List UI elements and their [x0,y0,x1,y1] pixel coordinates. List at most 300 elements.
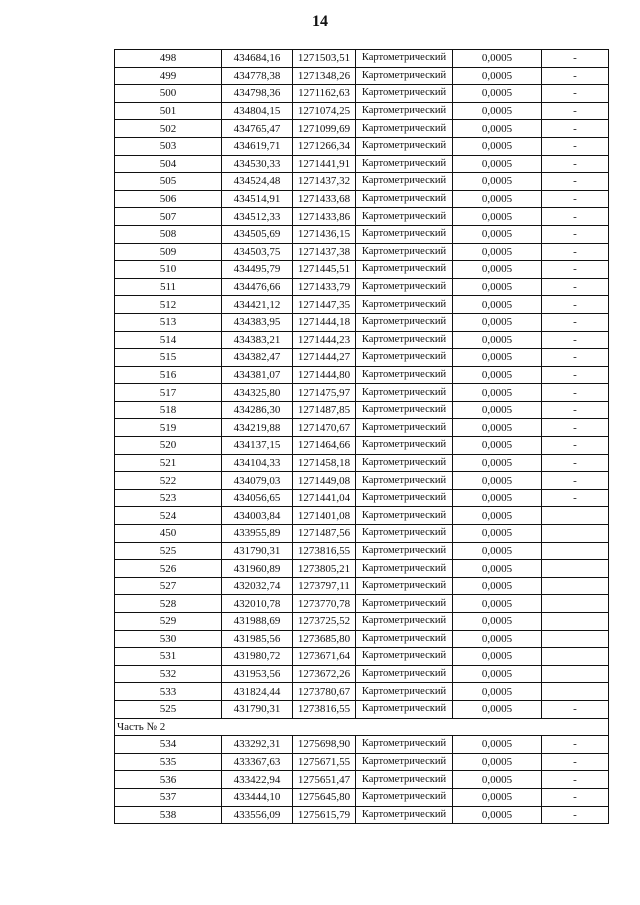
method-cell: Картометрический [356,419,453,437]
y-coordinate-cell: 1271487,85 [293,401,356,419]
table-row [115,560,609,578]
table-row [115,613,609,631]
accuracy-cell: 0,0005 [453,806,542,824]
x-coordinate-cell: 434765,47 [222,120,293,138]
x-coordinate-cell: 434503,75 [222,243,293,261]
table-row [115,736,609,754]
method-cell: Картометрический [356,137,453,155]
y-coordinate-cell: 1271266,34 [293,137,356,155]
accuracy-cell: 0,0005 [453,50,542,68]
accuracy-cell: 0,0005 [453,648,542,666]
x-coordinate-cell: 431988,69 [222,613,293,631]
note-cell [542,560,609,578]
y-coordinate-cell: 1275671,55 [293,753,356,771]
note-cell: - [542,190,609,208]
y-coordinate-cell: 1271441,91 [293,155,356,173]
accuracy-cell: 0,0005 [453,489,542,507]
table-row [115,683,609,701]
accuracy-cell: 0,0005 [453,366,542,384]
note-cell: - [542,401,609,419]
table-row [115,278,609,296]
point-number-cell: 517 [115,384,222,402]
table-row [115,261,609,279]
point-number-cell: 519 [115,419,222,437]
accuracy-cell: 0,0005 [453,85,542,103]
accuracy-cell: 0,0005 [453,313,542,331]
point-number-cell: 502 [115,120,222,138]
x-coordinate-cell: 434056,65 [222,489,293,507]
note-cell: - [542,489,609,507]
method-cell: Картометрический [356,225,453,243]
point-number-cell: 512 [115,296,222,314]
accuracy-cell: 0,0005 [453,173,542,191]
accuracy-cell: 0,0005 [453,630,542,648]
accuracy-cell: 0,0005 [453,419,542,437]
point-number-cell: 506 [115,190,222,208]
y-coordinate-cell: 1273685,80 [293,630,356,648]
point-number-cell: 522 [115,472,222,490]
y-coordinate-cell: 1275651,47 [293,771,356,789]
accuracy-cell: 0,0005 [453,401,542,419]
method-cell: Картометрический [356,472,453,490]
point-number-cell: 508 [115,225,222,243]
y-coordinate-cell: 1271436,15 [293,225,356,243]
y-coordinate-cell: 1273797,11 [293,577,356,595]
x-coordinate-cell: 434476,66 [222,278,293,296]
y-coordinate-cell: 1271458,18 [293,454,356,472]
x-coordinate-cell: 431985,56 [222,630,293,648]
y-coordinate-cell: 1271074,25 [293,102,356,120]
point-number-cell: 533 [115,683,222,701]
table-row [115,454,609,472]
y-coordinate-cell: 1271099,69 [293,120,356,138]
x-coordinate-cell: 431960,89 [222,560,293,578]
accuracy-cell: 0,0005 [453,102,542,120]
accuracy-cell: 0,0005 [453,595,542,613]
x-coordinate-cell: 434104,33 [222,454,293,472]
x-coordinate-cell: 434804,15 [222,102,293,120]
table-row [115,630,609,648]
x-coordinate-cell: 434079,03 [222,472,293,490]
accuracy-cell: 0,0005 [453,67,542,85]
method-cell: Картометрический [356,190,453,208]
y-coordinate-cell: 1271503,51 [293,50,356,68]
point-number-cell: 523 [115,489,222,507]
method-cell: Картометрический [356,331,453,349]
y-coordinate-cell: 1275645,80 [293,788,356,806]
x-coordinate-cell: 434798,36 [222,85,293,103]
y-coordinate-cell: 1273816,55 [293,542,356,560]
table-row [115,102,609,120]
x-coordinate-cell: 433422,94 [222,771,293,789]
method-cell: Картометрический [356,313,453,331]
x-coordinate-cell: 434619,71 [222,137,293,155]
y-coordinate-cell: 1271162,63 [293,85,356,103]
note-cell: - [542,384,609,402]
point-number-cell: 525 [115,542,222,560]
point-number-cell: 529 [115,613,222,631]
accuracy-cell: 0,0005 [453,454,542,472]
method-cell: Картометрический [356,595,453,613]
x-coordinate-cell: 433367,63 [222,753,293,771]
table-row [115,137,609,155]
table-row [115,577,609,595]
note-cell: - [542,349,609,367]
x-coordinate-cell: 431790,31 [222,700,293,718]
y-coordinate-cell: 1271444,23 [293,331,356,349]
method-cell: Картометрический [356,366,453,384]
note-cell: - [542,67,609,85]
note-cell: - [542,771,609,789]
accuracy-cell: 0,0005 [453,437,542,455]
y-coordinate-cell: 1273671,64 [293,648,356,666]
method-cell: Картометрический [356,560,453,578]
point-number-cell: 505 [115,173,222,191]
coordinates-table-body [115,50,609,824]
y-coordinate-cell: 1271401,08 [293,507,356,525]
x-coordinate-cell: 431824,44 [222,683,293,701]
y-coordinate-cell: 1271433,68 [293,190,356,208]
accuracy-cell: 0,0005 [453,349,542,367]
method-cell: Картометрический [356,349,453,367]
method-cell: Картометрический [356,85,453,103]
method-cell: Картометрический [356,489,453,507]
table-row [115,384,609,402]
method-cell: Картометрический [356,261,453,279]
method-cell: Картометрический [356,401,453,419]
accuracy-cell: 0,0005 [453,665,542,683]
table-row [115,190,609,208]
note-cell [542,507,609,525]
method-cell: Картометрический [356,437,453,455]
point-number-cell: 535 [115,753,222,771]
x-coordinate-cell: 433444,10 [222,788,293,806]
method-cell: Картометрический [356,208,453,226]
x-coordinate-cell: 434778,38 [222,67,293,85]
point-number-cell: 534 [115,736,222,754]
y-coordinate-cell: 1271437,32 [293,173,356,191]
method-cell: Картометрический [356,50,453,68]
x-coordinate-cell: 433955,89 [222,525,293,543]
note-cell: - [542,788,609,806]
accuracy-cell: 0,0005 [453,753,542,771]
accuracy-cell: 0,0005 [453,331,542,349]
point-number-cell: 527 [115,577,222,595]
coordinates-table [114,49,609,824]
y-coordinate-cell: 1275698,90 [293,736,356,754]
accuracy-cell: 0,0005 [453,736,542,754]
method-cell: Картометрический [356,102,453,120]
accuracy-cell: 0,0005 [453,261,542,279]
method-cell: Картометрический [356,788,453,806]
x-coordinate-cell: 433292,31 [222,736,293,754]
y-coordinate-cell: 1271449,08 [293,472,356,490]
point-number-cell: 499 [115,67,222,85]
accuracy-cell: 0,0005 [453,525,542,543]
y-coordinate-cell: 1271348,26 [293,67,356,85]
x-coordinate-cell: 431790,31 [222,542,293,560]
note-cell [542,683,609,701]
method-cell: Картометрический [356,243,453,261]
point-number-cell: 515 [115,349,222,367]
note-cell: - [542,313,609,331]
note-cell: - [542,806,609,824]
x-coordinate-cell: 434684,16 [222,50,293,68]
point-number-cell: 524 [115,507,222,525]
table-row [115,208,609,226]
accuracy-cell: 0,0005 [453,542,542,560]
accuracy-cell: 0,0005 [453,788,542,806]
x-coordinate-cell: 434325,80 [222,384,293,402]
x-coordinate-cell: 434512,33 [222,208,293,226]
y-coordinate-cell: 1271445,51 [293,261,356,279]
x-coordinate-cell: 434530,33 [222,155,293,173]
table-row [115,67,609,85]
y-coordinate-cell: 1275615,79 [293,806,356,824]
accuracy-cell: 0,0005 [453,560,542,578]
table-row [115,155,609,173]
table-row [115,85,609,103]
point-number-cell: 526 [115,560,222,578]
y-coordinate-cell: 1271433,86 [293,208,356,226]
x-coordinate-cell: 431980,72 [222,648,293,666]
method-cell: Картометрический [356,806,453,824]
point-number-cell: 530 [115,630,222,648]
point-number-cell: 532 [115,665,222,683]
accuracy-cell: 0,0005 [453,155,542,173]
table-row [115,595,609,613]
method-cell: Картометрический [356,613,453,631]
table-row [115,313,609,331]
y-coordinate-cell: 1271447,35 [293,296,356,314]
method-cell: Картометрический [356,736,453,754]
point-number-cell: 501 [115,102,222,120]
point-number-cell: 521 [115,454,222,472]
note-cell [542,665,609,683]
table-row [115,50,609,68]
y-coordinate-cell: 1273780,67 [293,683,356,701]
x-coordinate-cell: 432032,74 [222,577,293,595]
note-cell: - [542,331,609,349]
accuracy-cell: 0,0005 [453,190,542,208]
point-number-cell: 510 [115,261,222,279]
table-row [115,120,609,138]
method-cell: Картометрический [356,507,453,525]
point-number-cell: 504 [115,155,222,173]
point-number-cell: 537 [115,788,222,806]
note-cell: - [542,472,609,490]
method-cell: Картометрический [356,683,453,701]
y-coordinate-cell: 1271441,04 [293,489,356,507]
table-row [115,225,609,243]
point-number-cell: 513 [115,313,222,331]
note-cell: - [542,208,609,226]
method-cell: Картометрический [356,384,453,402]
y-coordinate-cell: 1273725,52 [293,613,356,631]
accuracy-cell: 0,0005 [453,700,542,718]
table-row [115,665,609,683]
y-coordinate-cell: 1271444,18 [293,313,356,331]
x-coordinate-cell: 433556,09 [222,806,293,824]
section-label: Часть № 2 [115,718,609,736]
point-number-cell: 528 [115,595,222,613]
note-cell: - [542,366,609,384]
y-coordinate-cell: 1273770,78 [293,595,356,613]
x-coordinate-cell: 434286,30 [222,401,293,419]
x-coordinate-cell: 434505,69 [222,225,293,243]
table-row [115,753,609,771]
method-cell: Картометрический [356,700,453,718]
section-header-row [115,718,609,736]
accuracy-cell: 0,0005 [453,137,542,155]
point-number-cell: 507 [115,208,222,226]
y-coordinate-cell: 1273805,21 [293,560,356,578]
x-coordinate-cell: 434421,12 [222,296,293,314]
table-row [115,296,609,314]
note-cell: - [542,102,609,120]
accuracy-cell: 0,0005 [453,208,542,226]
point-number-cell: 450 [115,525,222,543]
note-cell: - [542,753,609,771]
point-number-cell: 538 [115,806,222,824]
method-cell: Картометрический [356,577,453,595]
y-coordinate-cell: 1271475,97 [293,384,356,402]
note-cell: - [542,261,609,279]
note-cell: - [542,296,609,314]
table-row [115,525,609,543]
y-coordinate-cell: 1271433,79 [293,278,356,296]
point-number-cell: 500 [115,85,222,103]
y-coordinate-cell: 1271444,27 [293,349,356,367]
note-cell [542,577,609,595]
note-cell: - [542,137,609,155]
accuracy-cell: 0,0005 [453,683,542,701]
method-cell: Картометрический [356,648,453,666]
x-coordinate-cell: 434382,47 [222,349,293,367]
table-row [115,349,609,367]
note-cell: - [542,243,609,261]
table-row [115,700,609,718]
table-row [115,788,609,806]
method-cell: Картометрический [356,630,453,648]
note-cell [542,613,609,631]
note-cell [542,648,609,666]
method-cell: Картометрический [356,155,453,173]
note-cell: - [542,85,609,103]
point-number-cell: 531 [115,648,222,666]
note-cell: - [542,454,609,472]
x-coordinate-cell: 434003,84 [222,507,293,525]
method-cell: Картометрический [356,542,453,560]
accuracy-cell: 0,0005 [453,278,542,296]
table-row [115,489,609,507]
point-number-cell: 498 [115,50,222,68]
note-cell [542,542,609,560]
table-row [115,806,609,824]
x-coordinate-cell: 434514,91 [222,190,293,208]
method-cell: Картометрический [356,67,453,85]
method-cell: Картометрический [356,278,453,296]
point-number-cell: 525 [115,700,222,718]
y-coordinate-cell: 1273672,26 [293,665,356,683]
method-cell: Картометрический [356,771,453,789]
note-cell: - [542,700,609,718]
table-row [115,331,609,349]
note-cell [542,525,609,543]
point-number-cell: 511 [115,278,222,296]
note-cell: - [542,736,609,754]
table-row [115,243,609,261]
point-number-cell: 518 [115,401,222,419]
accuracy-cell: 0,0005 [453,613,542,631]
table-row [115,419,609,437]
x-coordinate-cell: 434383,95 [222,313,293,331]
accuracy-cell: 0,0005 [453,225,542,243]
note-cell: - [542,50,609,68]
x-coordinate-cell: 434495,79 [222,261,293,279]
point-number-cell: 509 [115,243,222,261]
point-number-cell: 503 [115,137,222,155]
method-cell: Картометрический [356,120,453,138]
table-row [115,173,609,191]
table-row [115,507,609,525]
method-cell: Картометрический [356,753,453,771]
note-cell: - [542,437,609,455]
x-coordinate-cell: 434524,48 [222,173,293,191]
accuracy-cell: 0,0005 [453,577,542,595]
method-cell: Картометрический [356,665,453,683]
y-coordinate-cell: 1271470,67 [293,419,356,437]
method-cell: Картометрический [356,525,453,543]
page-number: 14 [312,13,328,30]
table-row [115,437,609,455]
accuracy-cell: 0,0005 [453,472,542,490]
point-number-cell: 520 [115,437,222,455]
x-coordinate-cell: 434137,15 [222,437,293,455]
y-coordinate-cell: 1273816,55 [293,700,356,718]
accuracy-cell: 0,0005 [453,296,542,314]
accuracy-cell: 0,0005 [453,507,542,525]
table-row [115,401,609,419]
note-cell: - [542,419,609,437]
point-number-cell: 536 [115,771,222,789]
accuracy-cell: 0,0005 [453,120,542,138]
table-row [115,366,609,384]
note-cell [542,595,609,613]
y-coordinate-cell: 1271444,80 [293,366,356,384]
y-coordinate-cell: 1271437,38 [293,243,356,261]
point-number-cell: 516 [115,366,222,384]
x-coordinate-cell: 434219,88 [222,419,293,437]
accuracy-cell: 0,0005 [453,243,542,261]
x-coordinate-cell: 432010,78 [222,595,293,613]
method-cell: Картометрический [356,454,453,472]
y-coordinate-cell: 1271487,56 [293,525,356,543]
accuracy-cell: 0,0005 [453,384,542,402]
x-coordinate-cell: 431953,56 [222,665,293,683]
note-cell: - [542,120,609,138]
table-row [115,648,609,666]
table-row [115,472,609,490]
table-row [115,771,609,789]
table-row [115,542,609,560]
y-coordinate-cell: 1271464,66 [293,437,356,455]
note-cell: - [542,173,609,191]
accuracy-cell: 0,0005 [453,771,542,789]
method-cell: Картометрический [356,296,453,314]
note-cell: - [542,278,609,296]
note-cell: - [542,225,609,243]
